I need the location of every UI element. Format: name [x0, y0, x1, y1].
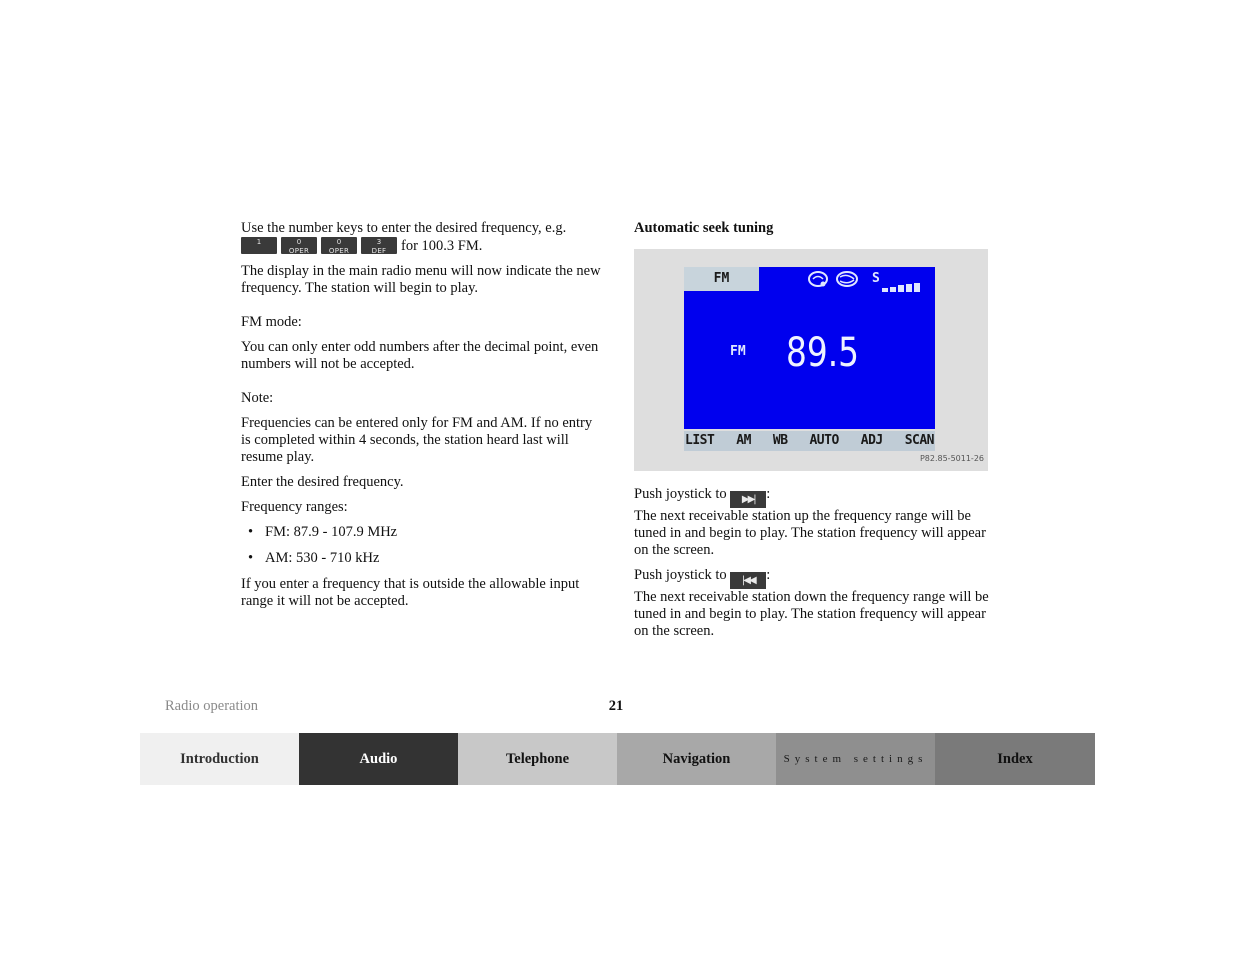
seek-up-instruction: Push joystick to ▶▶| : The next receivable station up the frequency range will be tuned in and begin to play. The station frequency will appear on the screen.	[634, 486, 986, 558]
page-number: 21	[608, 698, 624, 714]
instruction-number-keys: Use the number keys to enter the desired frequency, e.g. 1 0 OPER 0 OPER 3 DEF for 100.3 FM.	[241, 220, 601, 255]
chapter-nav-bar	[140, 733, 1095, 785]
note-text: Frequencies can be entered only for FM and AM. If no entry is completed within 4 seconds, the station heard last will resume play.	[241, 415, 593, 465]
softkey-wb: WB	[772, 433, 788, 448]
traffic-program-icon	[808, 270, 830, 288]
screen-band: FM	[730, 344, 746, 359]
left-column	[241, 220, 601, 618]
softkey-adj: ADJ	[860, 433, 883, 448]
tab-navigation[interactable]: Navigation	[617, 733, 776, 785]
seek-up-text: The next receivable station up the frequency range will be tuned in and begin to play. The station frequency will appear on the screen.	[634, 508, 986, 558]
key-sequence: 1 0 OPER 0 OPER 3 DEF for 100.3 FM.	[241, 237, 601, 255]
fm-mode-text: You can only enter odd numbers after the decimal point, even numbers will not be accepted.	[241, 339, 599, 372]
seek-down-instruction: Push joystick to |◀◀ : The next receivable station down the frequency range will be tuned in and begin to play. The station frequency will appear on the screen.	[634, 567, 989, 639]
seek-forward-icon: ▶▶|	[730, 491, 766, 508]
screen-frequency: 89.5	[786, 330, 860, 376]
footer-section-title: Radio operation	[165, 698, 259, 714]
tab-introduction[interactable]: Introduction	[140, 733, 299, 785]
number-key-1: 1	[241, 237, 277, 254]
number-key-3: 3 DEF	[361, 237, 397, 254]
softkey-auto: AUTO	[809, 433, 839, 448]
softkey-list: LIST	[685, 433, 715, 448]
figure-code: P82.85-5011-26	[919, 454, 984, 463]
enter-frequency-text: Enter the desired frequency.	[241, 474, 404, 490]
screen-softkeys	[684, 431, 935, 451]
frequency-ranges-label: Frequency ranges:	[241, 499, 348, 515]
softkey-am: AM	[736, 433, 751, 448]
right-column	[634, 220, 994, 648]
seek-down-text: The next receivable station down the frequency range will be tuned in and begin to play. The station frequency will appear on the screen.	[634, 589, 989, 639]
signal-strength-icon	[882, 275, 922, 284]
outside-range-text: If you enter a frequency that is outside the allowable input range it will not be accepted.	[241, 576, 580, 609]
seek-backward-icon: |◀◀	[730, 572, 766, 589]
display-indicate-text: The display in the main radio menu will now indicate the new frequency. The station will begin to play.	[241, 263, 601, 296]
tab-index[interactable]: Index	[935, 733, 1095, 785]
tab-audio[interactable]: Audio	[299, 733, 458, 785]
tab-system-settings[interactable]: System settings	[776, 733, 935, 785]
range-item-fm: • FM: 87.9 - 107.9 MHz	[248, 524, 398, 540]
signal-label: S	[872, 271, 880, 286]
screen-tab-fm: FM	[684, 267, 759, 291]
radio-display-figure	[634, 249, 988, 471]
number-key-0-second: 0 OPER	[321, 237, 357, 254]
fm-mode-label: FM mode:	[241, 314, 302, 330]
note-label: Note:	[241, 390, 274, 406]
traffic-announcement-icon	[836, 270, 858, 288]
softkey-scan: SCAN	[904, 433, 934, 448]
radio-screen	[684, 267, 935, 429]
number-key-0: 0 OPER	[281, 237, 317, 254]
section-heading: Automatic seek tuning	[634, 220, 774, 236]
tab-telephone[interactable]: Telephone	[458, 733, 617, 785]
range-item-am: • AM: 530 - 710 kHz	[248, 550, 380, 566]
